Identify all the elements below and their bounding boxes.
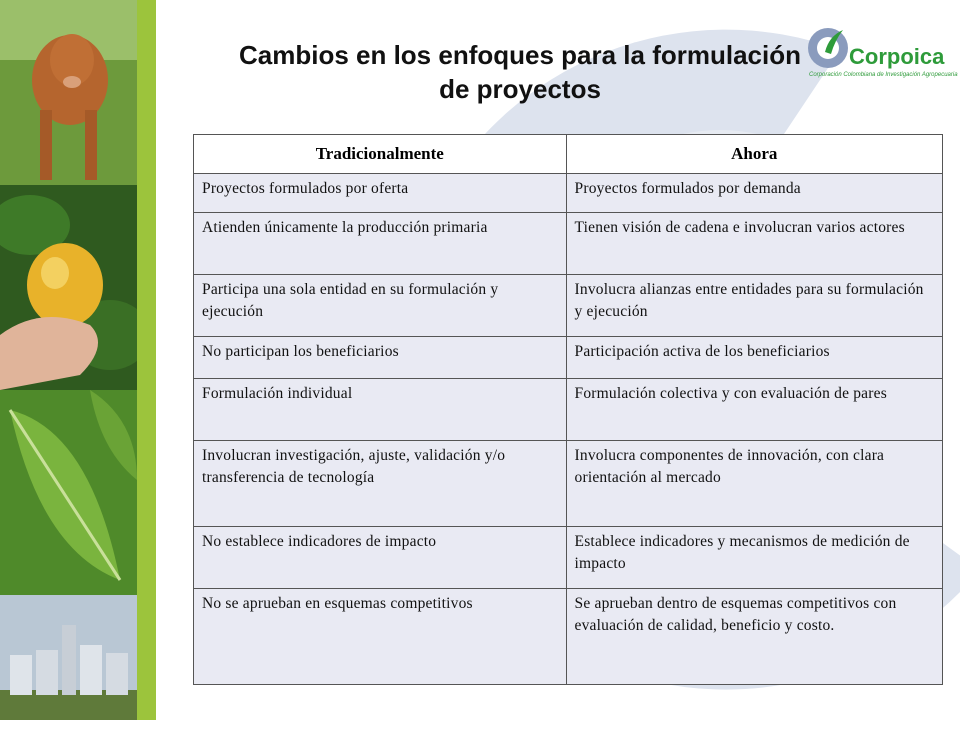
leaf-photo xyxy=(0,390,137,595)
cell-now: Involucra componentes de innovación, con clara orientación al mercado xyxy=(566,441,942,527)
cell-now: Establece indicadores y mecanismos de medición de impacto xyxy=(566,527,942,589)
cell-traditional: Involucran investigación, ajuste, validación y/o transferencia de tecnología xyxy=(194,441,567,527)
cow-photo xyxy=(0,0,137,185)
table-row xyxy=(194,527,943,589)
table-row xyxy=(194,379,943,441)
accent-bar xyxy=(137,0,156,720)
cell-traditional: Proyectos formulados por oferta xyxy=(194,174,567,213)
fruit-photo xyxy=(0,185,137,390)
corpoica-emblem-icon xyxy=(805,22,851,72)
cell-traditional: No se aprueban en esquemas competitivos xyxy=(194,589,567,685)
header-tradicionalmente: Tradicionalmente xyxy=(194,135,567,174)
silo-photo xyxy=(0,595,137,720)
table-row xyxy=(194,275,943,337)
corpoica-logo xyxy=(805,22,958,84)
photo-strip xyxy=(0,0,137,720)
cell-traditional: Formulación individual xyxy=(194,379,567,441)
page-title: Cambios en los enfoques para la formulación de proyectos xyxy=(238,40,801,104)
table-row xyxy=(194,174,943,213)
logo-name: Corpoica xyxy=(849,44,945,69)
table-row xyxy=(194,213,943,275)
table-row xyxy=(194,441,943,527)
cell-now: Involucra alianzas entre entidades para su formulación y ejecución xyxy=(566,275,942,337)
cell-now: Formulación colectiva y con evaluación de pares xyxy=(566,379,942,441)
table-row xyxy=(194,589,943,685)
table-row xyxy=(194,337,943,379)
cell-traditional: No establece indicadores de impacto xyxy=(194,527,567,589)
logo-subtitle: Corporación Colombiana de Investigación Agropecuaria xyxy=(809,72,958,78)
cell-now: Participación activa de los beneficiarios xyxy=(566,337,942,379)
table-header-row xyxy=(194,135,943,174)
cell-traditional: Atienden únicamente la producción primaria xyxy=(194,213,567,275)
header-ahora: Ahora xyxy=(566,135,942,174)
cell-traditional: No participan los beneficiarios xyxy=(194,337,567,379)
comparison-table xyxy=(193,134,943,685)
cell-traditional: Participa una sola entidad en su formulación y ejecución xyxy=(194,275,567,337)
cell-now: Proyectos formulados por demanda xyxy=(566,174,942,213)
cell-now: Tienen visión de cadena e involucran varios actores xyxy=(566,213,942,275)
cell-now: Se aprueban dentro de esquemas competitivos con evaluación de calidad, beneficio y costo. xyxy=(566,589,942,685)
